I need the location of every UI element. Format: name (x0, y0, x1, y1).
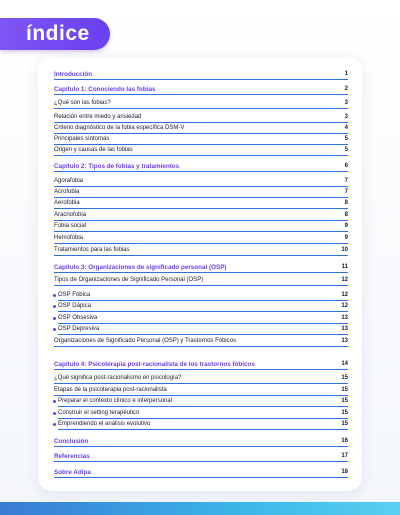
toc-page-number: 11 (341, 264, 348, 270)
bullet-dot-icon (53, 423, 56, 426)
toc-entry-label: OSP Obsesiva (58, 315, 98, 321)
toc-entry-label: Construir el setting terapéutico (58, 410, 140, 416)
toc-page-number: 13 (341, 315, 348, 321)
toc-entry-label: Acrofobia (54, 189, 80, 195)
toc-page-number: 18 (341, 469, 348, 475)
toc-page-number: 15 (341, 398, 348, 404)
toc-page-number: 14 (341, 361, 348, 367)
bullet-dot-icon (53, 400, 56, 403)
toc-page-number: 12 (341, 292, 348, 298)
toc-page-number: 2 (344, 86, 348, 92)
toc-entry-label: Emprendiendo el análisis evolutivo (58, 421, 151, 427)
toc-page-number: 12 (341, 303, 348, 309)
toc-entry-row[interactable] (54, 176, 348, 187)
toc-page-number: 8 (344, 212, 348, 218)
toc-entry-row[interactable] (58, 324, 348, 335)
toc-chapter-row[interactable] (54, 262, 348, 273)
toc-entry-row[interactable] (54, 210, 348, 221)
toc-entry-label: OSP Fóbica (58, 292, 91, 298)
toc-entry-label: Preparar el contexto clínico e interpersonal (58, 398, 173, 404)
toc-page-number: 3 (344, 100, 348, 106)
toc-page-number: 16 (341, 438, 348, 444)
toc-entry-row[interactable] (58, 408, 348, 419)
toc-page-number: 15 (341, 421, 348, 427)
toc-chapter-row[interactable] (54, 84, 348, 95)
toc-page-number: 1 (344, 71, 348, 77)
toc-entry-label: Tratamientos para las fobias (54, 247, 130, 253)
toc-entry-label: Capítulo 3: Organizaciones de significado personal (OSP) (54, 264, 227, 271)
toc-page-number: 13 (341, 326, 348, 332)
page-title: índice (26, 22, 90, 45)
toc-chapter-row[interactable] (54, 352, 348, 370)
toc-entry-label: OSP Depresiva (58, 326, 100, 332)
toc-page-number: 10 (341, 247, 348, 253)
toc-page-number: 4 (344, 125, 348, 131)
toc-page-number: 3 (344, 114, 348, 120)
toc-chapter-row[interactable] (54, 69, 348, 80)
toc-page-number: 8 (344, 200, 348, 206)
toc-entry-label: Capítulo 2: Tipos de fobias y tratamientos (54, 163, 180, 170)
toc-page-number: 7 (344, 189, 348, 195)
toc-entry-row[interactable] (54, 112, 348, 123)
toc-chapter-row[interactable] (54, 451, 348, 462)
toc-entry-label: Aerofobia (54, 200, 80, 206)
toc-entry-label: Fobia social (54, 223, 87, 229)
toc-entry-label: Sobre Adipa (54, 469, 91, 476)
toc-entry-label: Etapas de la psicoterapia post-racionalista (54, 387, 167, 393)
toc-entry-label: Capítulo 1: Conociendo las fobias (54, 86, 156, 93)
toc-entry-row[interactable] (54, 233, 348, 244)
toc-entry-label: Referencias (54, 453, 90, 460)
toc-entry-row[interactable] (54, 221, 348, 232)
toc-entry-label: OSP Dápica (58, 303, 91, 309)
toc-entry-label: Introducción (54, 71, 93, 78)
toc-page-number: 15 (341, 410, 348, 416)
toc-page-number: 9 (344, 235, 348, 241)
toc-entry-label: Hemofobia (54, 235, 84, 241)
toc-chapter-row[interactable] (54, 467, 348, 478)
toc-entry-label: Relación entre miedo y ansiedad (54, 114, 142, 120)
toc-chapter-row[interactable] (54, 161, 348, 172)
toc-page-number: 9 (344, 223, 348, 229)
toc-entry-label: Tipos de Organizaciones de Significado Personal (OSP) (54, 277, 204, 283)
toc-page-number: 7 (344, 178, 348, 184)
toc-entry-label: Capítulo 4: Psicoterapia post-racionalista de los trastornos fóbicos (54, 361, 255, 368)
toc-entry-row[interactable] (54, 385, 348, 396)
toc-page-number: 15 (341, 375, 348, 381)
toc-entry-row[interactable] (54, 134, 348, 145)
toc-entry-label: Origen y causas de las fobias (54, 147, 133, 153)
toc-entry-row[interactable] (58, 290, 348, 301)
toc-page-number: 6 (344, 163, 348, 169)
toc-page-number: 17 (341, 453, 348, 459)
toc-entry-label: Aracnofobia (54, 212, 87, 218)
toc-page-number: 13 (341, 338, 348, 344)
bullet-dot-icon (53, 328, 56, 331)
toc-entry-row[interactable] (54, 123, 348, 134)
toc-entry-label: ¿Qué son las fobias? (54, 100, 111, 106)
toc-page-number: 5 (344, 147, 348, 153)
toc-entry-label: Organizaciones de Significado Personal (OSP) y Trastornos Fóbicos (54, 338, 237, 344)
toc-entry-label: ¿Qué significa post-racionalismo en psicología? (54, 375, 182, 381)
bullet-dot-icon (53, 294, 56, 297)
bullet-dot-icon (53, 317, 56, 320)
toc-entry-label: Criterio diagnóstico de la fobia específica DSM-V (54, 125, 185, 131)
bullet-dot-icon (53, 305, 56, 308)
toc-entry-row[interactable] (58, 419, 348, 430)
toc-entry-row[interactable] (54, 275, 348, 286)
toc-entry-row[interactable] (54, 245, 348, 256)
toc-chapter-row[interactable] (54, 436, 348, 447)
toc-entry-row[interactable] (58, 313, 348, 324)
toc-page-number: 5 (344, 136, 348, 142)
toc-entry-label: Agorafobia (54, 178, 84, 184)
toc-entry-label: Principales síntomas (54, 136, 110, 142)
toc-entry-row[interactable] (58, 301, 348, 312)
toc-entry-row[interactable] (54, 98, 348, 109)
toc-entry-label: Conclusión (54, 438, 89, 445)
toc-entry-row[interactable] (54, 187, 348, 198)
toc-page-number: 15 (341, 387, 348, 393)
toc-entry-row[interactable] (54, 198, 348, 209)
toc-entry-row[interactable] (58, 396, 348, 407)
bottom-gradient-bar (0, 502, 400, 515)
toc-entry-row[interactable] (54, 336, 348, 347)
toc-entry-row[interactable] (54, 373, 348, 384)
bullet-dot-icon (53, 412, 56, 415)
toc-page-number: 12 (341, 277, 348, 283)
toc-entry-row[interactable] (54, 145, 348, 156)
